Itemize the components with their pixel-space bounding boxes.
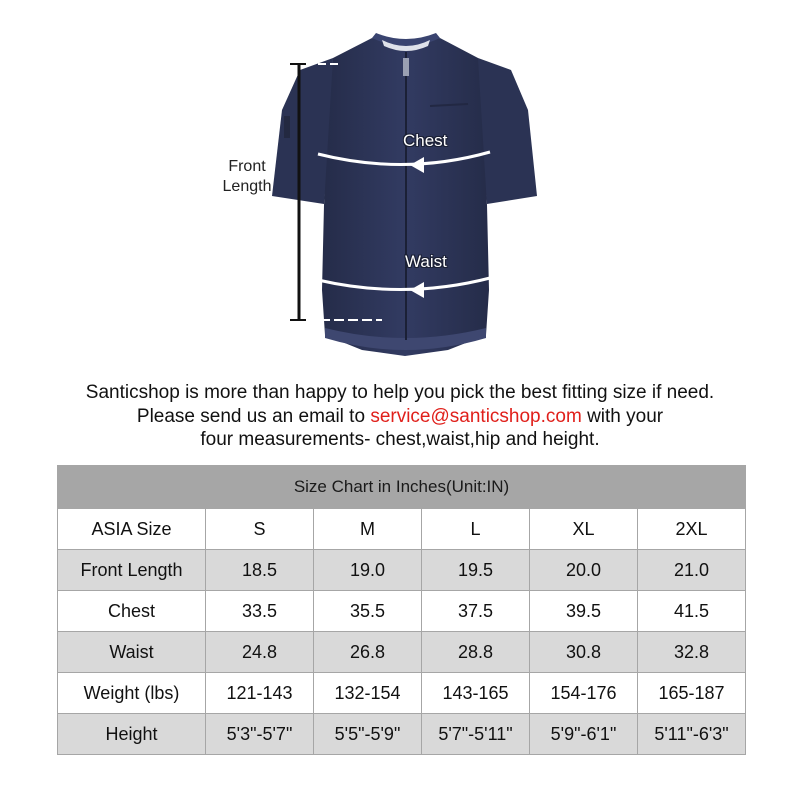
chest-label: Chest bbox=[403, 131, 448, 150]
table-cell: 20.0 bbox=[530, 550, 638, 591]
intro-line-2-before: Please send us an email to bbox=[136, 405, 371, 427]
front-length-label-line2: Length bbox=[222, 178, 272, 195]
support-email-link[interactable]: service@santicshop.com bbox=[370, 405, 582, 427]
front-length-label bbox=[215, 157, 279, 197]
table-row-label: Height bbox=[58, 714, 206, 755]
table-cell: 5'11"-6'3" bbox=[638, 714, 746, 755]
table-header-row bbox=[58, 509, 746, 550]
table-row-label: Front Length bbox=[58, 550, 206, 591]
intro-line-2 bbox=[0, 405, 800, 429]
table-cell: 5'7"-5'11" bbox=[422, 714, 530, 755]
intro-line-1: Santicshop is more than happy to help you pick the best fitting size if need. bbox=[85, 382, 715, 403]
waist-label: Waist bbox=[405, 252, 447, 271]
table-cell: 35.5 bbox=[314, 591, 422, 632]
table-row bbox=[58, 673, 746, 714]
jersey-shape bbox=[272, 33, 537, 356]
intro-line-3: four measurements- chest,waist,hip and height. bbox=[200, 429, 600, 450]
table-cell: 19.5 bbox=[422, 550, 530, 591]
table-cell: 132-154 bbox=[314, 673, 422, 714]
table-cell: 5'5"-5'9" bbox=[314, 714, 422, 755]
table-cell: 154-176 bbox=[530, 673, 638, 714]
table-cell: 121-143 bbox=[206, 673, 314, 714]
table-header-cell: ASIA Size bbox=[58, 509, 206, 550]
table-caption-row bbox=[58, 466, 746, 509]
table-cell: 26.8 bbox=[314, 632, 422, 673]
table-header-cell: M bbox=[314, 509, 422, 550]
table-row bbox=[58, 714, 746, 755]
table-cell: 30.8 bbox=[530, 632, 638, 673]
table-row bbox=[58, 550, 746, 591]
table-row bbox=[58, 632, 746, 673]
table-cell: 21.0 bbox=[638, 550, 746, 591]
jersey-illustration bbox=[0, 0, 800, 375]
table-cell: 33.5 bbox=[206, 591, 314, 632]
size-chart-table bbox=[57, 465, 746, 755]
table-cell: 5'3"-5'7" bbox=[206, 714, 314, 755]
table-row-label: Waist bbox=[58, 632, 206, 673]
table-header-cell: 2XL bbox=[638, 509, 746, 550]
jersey-figure bbox=[0, 0, 800, 375]
table-row bbox=[58, 591, 746, 632]
table-cell: 165-187 bbox=[638, 673, 746, 714]
table-cell: 41.5 bbox=[638, 591, 746, 632]
table-header-cell: XL bbox=[530, 509, 638, 550]
table-row-label: Chest bbox=[58, 591, 206, 632]
table-header-cell: L bbox=[422, 509, 530, 550]
table-cell: 5'9"-6'1" bbox=[530, 714, 638, 755]
intro-text bbox=[0, 381, 800, 452]
table-cell: 37.5 bbox=[422, 591, 530, 632]
table-cell: 32.8 bbox=[638, 632, 746, 673]
table-cell: 39.5 bbox=[530, 591, 638, 632]
table-cell: 28.8 bbox=[422, 632, 530, 673]
table-row-label: Weight (lbs) bbox=[58, 673, 206, 714]
table-header-cell: S bbox=[206, 509, 314, 550]
table-cell: 18.5 bbox=[206, 550, 314, 591]
table-cell: 143-165 bbox=[422, 673, 530, 714]
table-cell: 24.8 bbox=[206, 632, 314, 673]
intro-line-2-after: with your bbox=[581, 405, 664, 427]
table-caption: Size Chart in Inches(Unit:IN) bbox=[58, 466, 746, 509]
front-length-label-line1: Front bbox=[228, 158, 266, 175]
table-cell: 19.0 bbox=[314, 550, 422, 591]
